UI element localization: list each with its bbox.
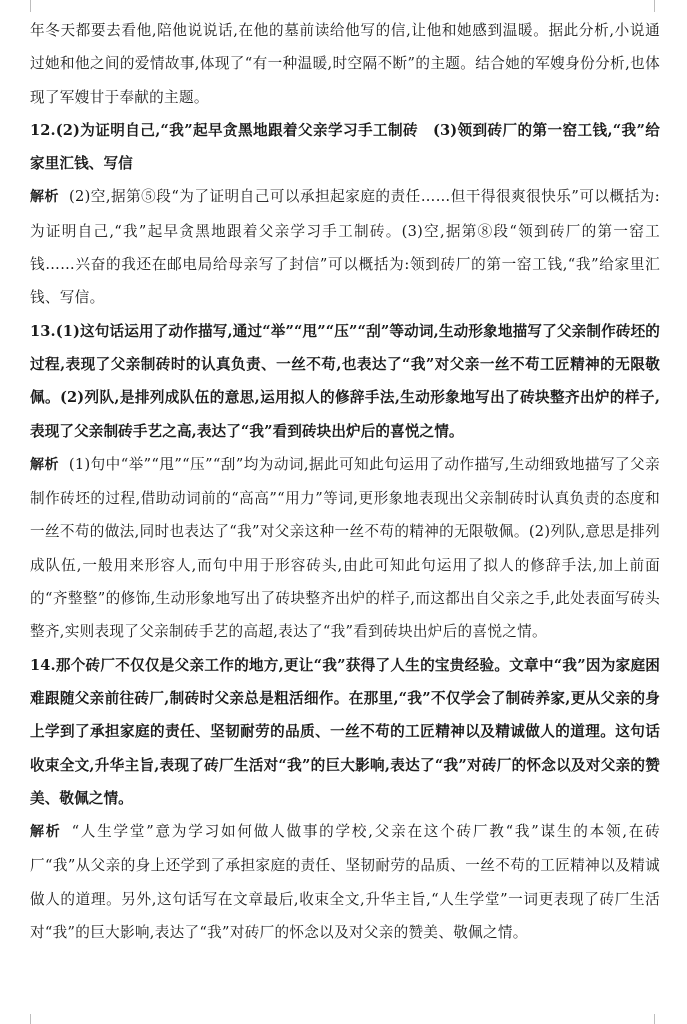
answer-sheet: [30, 14, 660, 949]
analysis-text: (2)空,据第⑤段“为了证明自己可以承担起家庭的责任……但干得很爽很快乐”可以概括为:为证明自己,“我”起早贪黑地跟着父亲学习手工制砖。(3)空,据第⑧段“领到砖厂的第一窑工钱……兴奋的我还在邮电局给母亲写了封信”可以概括为:领到砖厂的第一窑工钱,“我”给家里汇钱、写信。: [30, 188, 660, 307]
analysis-label: 解析: [30, 456, 59, 473]
crop-mark-bottom-right: [654, 1014, 655, 1024]
crop-mark-top-right: [654, 0, 655, 12]
analysis-label: 解析: [30, 824, 62, 841]
analysis-text: “人生学堂”意为学习如何做人做事的学校,父亲在这个砖厂教“我”谋生的本领,在砖厂“我”从父亲的身上还学到了承担家庭的责任、坚韧耐劳的品质、一丝不苟的工匠精神以及精诚做人的道理。另外,这句话写在文章最后,收束全文,升华主旨,“人生学堂”一词更表现了砖厂生活对“我”的巨大影响,表达了“我”对砖厂的怀念以及对父亲的赞美、敬佩之情。: [30, 823, 661, 942]
paragraph-intro: 年冬天都要去看他,陪他说说话,在他的墓前读给他写的信,让他和她感到温暖。据此分析,小说通过她和他之间的爱情故事,体现了“有一种温暖,时空隔不断”的主题。结合她的军嫂身份分析,也体现了军嫂甘于奉献的主题。: [30, 22, 660, 106]
analysis-13: [30, 448, 660, 649]
analysis-12: [30, 180, 660, 314]
crop-mark-bottom-left: [30, 1014, 31, 1024]
crop-mark-top-left: [30, 0, 31, 12]
answer-12: 12.(2)为证明自己,“我”起早贪黑地跟着父亲学习手工制砖 (3)领到砖厂的第一窑工钱,“我”给家里汇钱、写信: [30, 121, 660, 173]
answer-14: 14.那个砖厂不仅仅是父亲工作的地方,更让“我”获得了人生的宝贵经验。文章中“我”因为家庭困难跟随父亲前往砖厂,制砖时父亲总是粗活细作。在那里,“我”不仅学会了制砖养家,更从父亲的身上学到了承担家庭的责任、坚韧耐劳的品质、一丝不苟的工匠精神以及精诚做人的道理。这句话收束全文,升华主旨,表现了砖厂生活对“我”的巨大影响,表达了“我”对砖厂的怀念以及对父亲的赞美、敬佩之情。: [30, 656, 660, 807]
answer-13: 13.(1)这句话运用了动作描写,通过“举”“甩”“压”“刮”等动词,生动形象地描写了父亲制作砖坯的过程,表现了父亲制砖时的认真负责、一丝不苟,也表达了“我”对父亲一丝不苟工匠精神的无限敬佩。(2)列队,是排列成队伍的意思,运用拟人的修辞手法,生动形象地写出了砖块整齐出炉的样子,表现了父亲制砖手艺之高,表达了“我”看到砖块出炉后的喜悦之情。: [30, 322, 660, 440]
analysis-text: (1)句中“举”“甩”“压”“刮”均为动词,据此可知此句运用了动作描写,生动细致地描写了父亲制作砖坯的过程,借助动词前的“高高”“用力”等词,更形象地表现出父亲制砖时认真负责的态度和一丝不苟的做法,同时也表达了“我”对父亲这种一丝不苟的精神的无限敬佩。(2)列队,意思是排列成队伍,一般用来形容人,而句中用于形容砖头,由此可知此句运用了拟人的修辞手法,加上前面的“齐整整”的修饰,生动形象地写出了砖块整齐出炉的样子,而这都出自父亲之手,此处表面写砖头整齐,实则表现了父亲制砖手艺的高超,表达了“我”看到砖块出炉后的喜悦之情。: [30, 455, 660, 641]
analysis-label: 解析: [30, 189, 59, 206]
analysis-14: [30, 815, 660, 949]
